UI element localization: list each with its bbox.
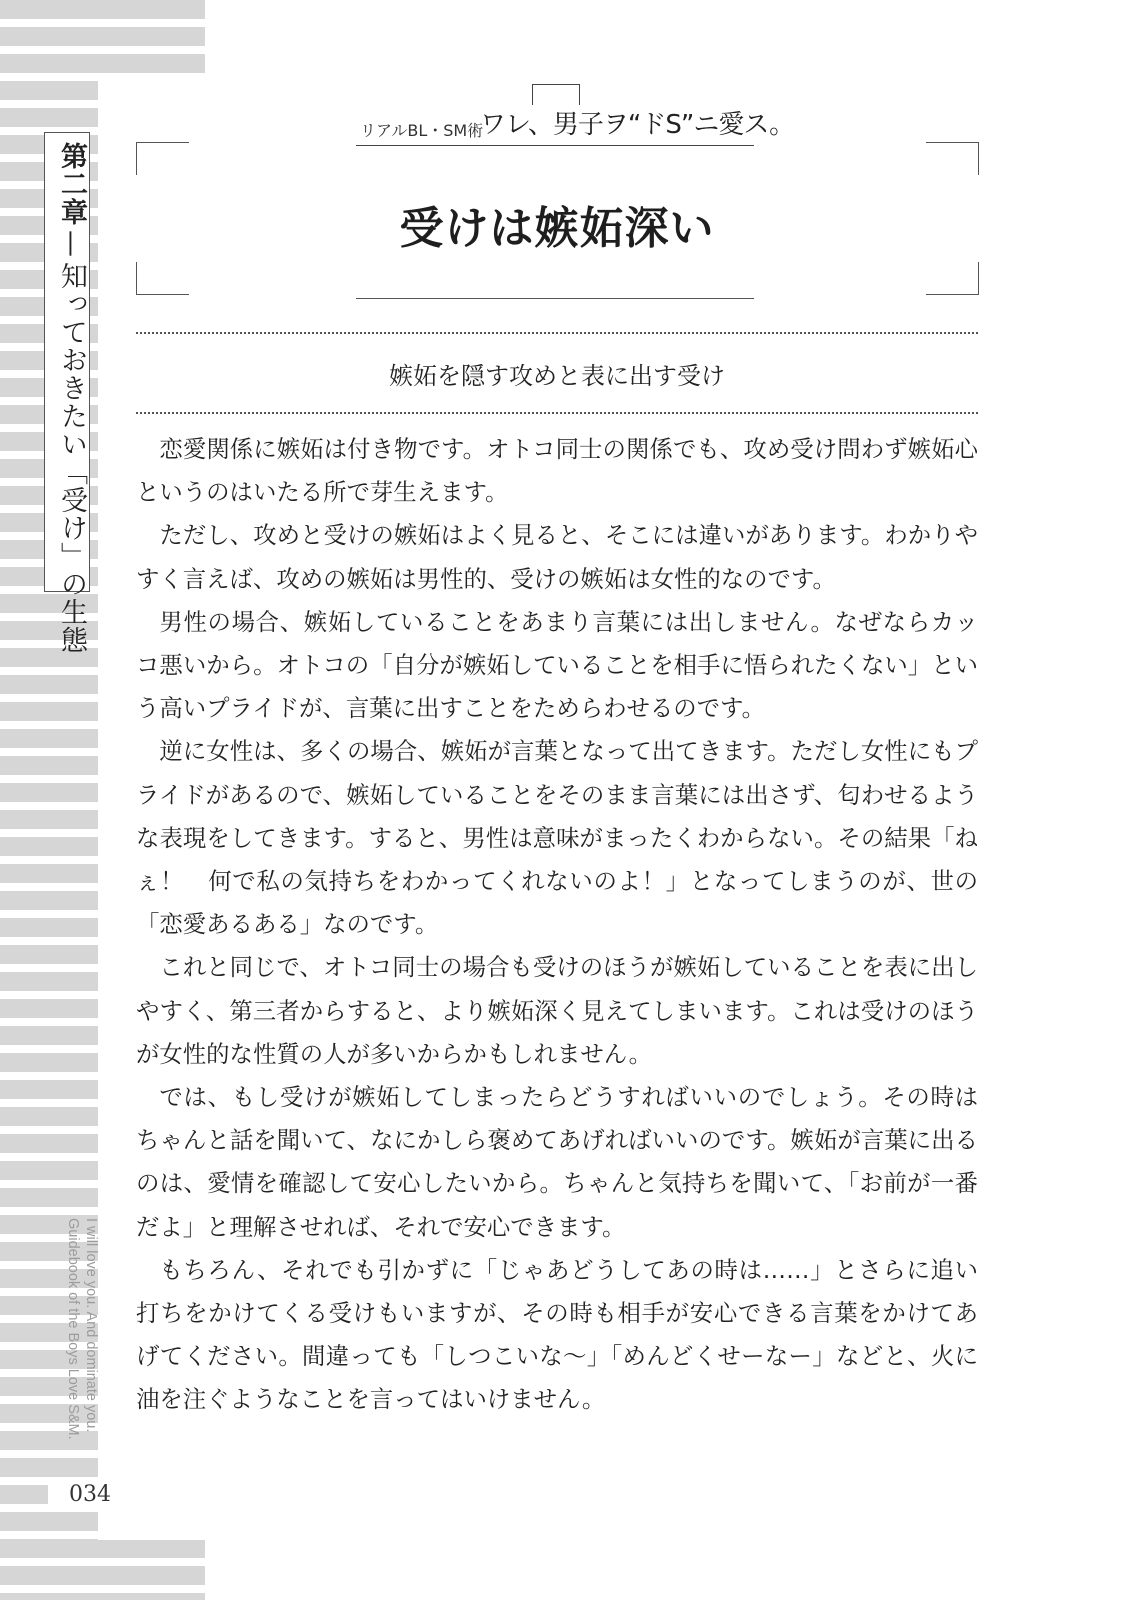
body-paragraph: 逆に女性は、多くの場合、嫉妬が言葉となって出てきます。ただし女性にもプライドがあるので、嫉妬していることをそのまま言葉には出さず、匂わせるような表現をしてきます。すると、男性は意味がまったくわからない。その結果「ねぇ！ 何で私の気持ちをわかってくれないのよ！」となってしまうのが、世の「恋愛あるある」なのです。 bbox=[136, 737, 978, 939]
body-paragraph: 男性の場合、嫉妬していることをあまり言葉には出しません。なぜならカッコ悪いから。オトコの「自分が嫉妬していることを相手に悟られたくない」という高いプライドが、言葉に出すことをためらわせるのです。 bbox=[136, 607, 978, 723]
english-line-1: I will love you. And dominate you. bbox=[83, 1218, 99, 1433]
body-paragraph: では、もし受けが嫉妬してしまったらどうすればいいのでしょう。その時はちゃんと話を聞いて、なにかしら褒めてあげればいいのです。嫉妬が言葉に出るのは、愛情を確認して安心したいから。ちゃんと気持ちを聞いて、「お前が一番だよ」と理解させれば、それで安心できます。 bbox=[136, 1083, 978, 1241]
chapter-number: 第二章 bbox=[56, 142, 87, 226]
header-tab-decoration bbox=[532, 84, 580, 105]
article-body bbox=[136, 428, 978, 1422]
article-subtitle: 嫉妬を隠す攻めと表に出す受け bbox=[389, 362, 725, 390]
side-english-text bbox=[64, 1218, 100, 1440]
body-paragraph: もちろん、それでも引かずに「じゃあどうしてあの時は……」とさらに追い打ちをかけてくる受けもいますが、その時も相手が安心できる言葉をかけてあげてください。間違っても「しつこいな〜」「めんどくせーなー」などと、火に油を注ぐようなことを言ってはいけません。 bbox=[136, 1255, 978, 1414]
title-underline bbox=[356, 298, 754, 299]
body-paragraph: ただし、攻めと受けの嫉妬はよく見ると、そこには違いがあります。わかりやすく言えば、攻めの嫉妬は男性的、受けの嫉妬は女性的なのです。 bbox=[136, 521, 978, 593]
body-paragraph: 恋愛関係に嫉妬は付き物です。オトコ同士の関係でも、攻め受け問わず嫉妬心というのはいたる所で芽生えます。 bbox=[136, 435, 978, 507]
frame-corner-top-left bbox=[136, 142, 189, 175]
series-label: リアルBL・SM術 bbox=[360, 121, 484, 140]
series-title: ワレ、男子ヲ“ドS”ニ愛ス。 bbox=[480, 110, 795, 140]
subtitle-divider-top bbox=[136, 332, 978, 334]
frame-corner-bottom-left bbox=[136, 262, 189, 295]
chapter-heading bbox=[52, 142, 91, 654]
chapter-dash: — bbox=[56, 230, 87, 258]
english-line-2: Guidebook of the Boys Love S&M. bbox=[65, 1218, 81, 1440]
frame-corner-bottom-right bbox=[926, 262, 979, 295]
article-title: 受けは嫉妬深い bbox=[399, 203, 715, 254]
frame-corner-top-right bbox=[926, 142, 979, 175]
body-paragraph: これと同じで、オトコ同士の場合も受けのほうが嫉妬していることを表に出しやすく、第三者からすると、より嫉妬深く見えてしまいます。これは受けのほうが女性的な性質の人が多いからかもしれません。 bbox=[136, 953, 978, 1068]
chapter-title: 知っておきたい「受け」の生態 bbox=[56, 262, 87, 654]
subtitle-divider-bottom bbox=[136, 412, 978, 414]
page-number: 034 bbox=[48, 1480, 132, 1509]
